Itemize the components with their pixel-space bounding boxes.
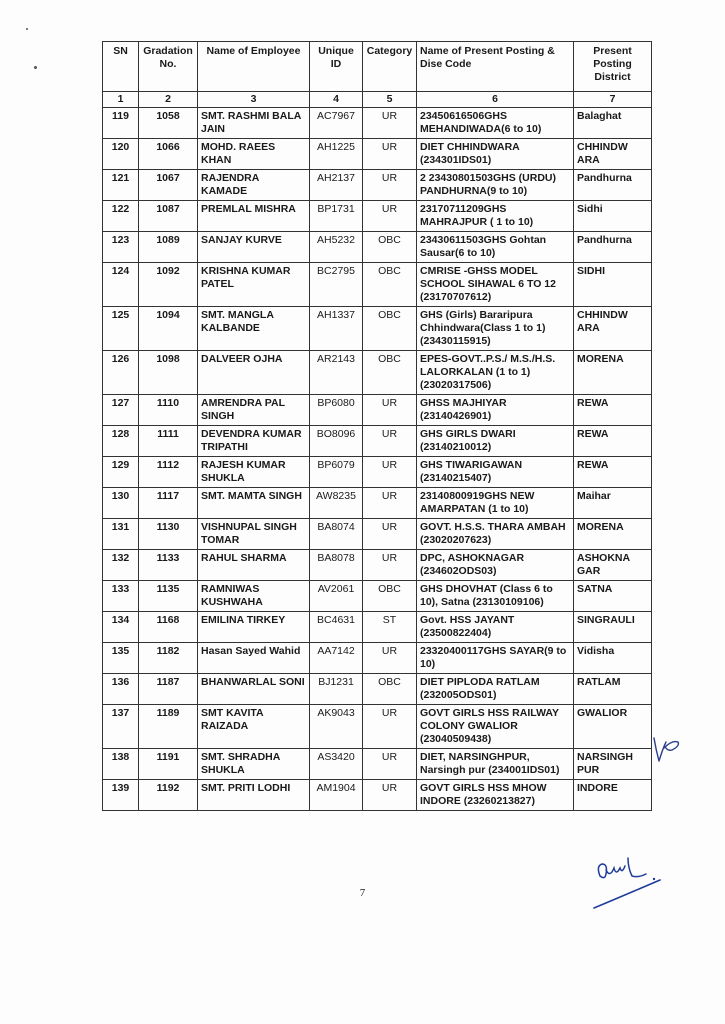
cell-unique-id: BA8074	[310, 519, 363, 550]
cell-category: UR	[363, 780, 417, 811]
cell-gradation: 1112	[139, 457, 198, 488]
cell-employee-name: MOHD. RAEES KHAN	[198, 139, 310, 170]
cell-district: ASHOKNA GAR	[574, 550, 652, 581]
header-unique-id: Unique ID	[310, 42, 363, 92]
cell-unique-id: AM1904	[310, 780, 363, 811]
cell-category: UR	[363, 395, 417, 426]
cell-sn: 122	[103, 201, 139, 232]
cell-sn: 130	[103, 488, 139, 519]
table-row	[103, 550, 652, 581]
cell-sn: 135	[103, 643, 139, 674]
header-district: Present Posting District	[574, 42, 652, 92]
table-row	[103, 307, 652, 351]
cell-unique-id: BP1731	[310, 201, 363, 232]
header-name: Name of Employee	[198, 42, 310, 92]
cell-category: UR	[363, 705, 417, 749]
cell-gradation: 1191	[139, 749, 198, 780]
cell-category: UR	[363, 457, 417, 488]
cell-district: MORENA	[574, 519, 652, 550]
table-row	[103, 488, 652, 519]
cell-sn: 124	[103, 263, 139, 307]
cell-employee-name: PREMLAL MISHRA	[198, 201, 310, 232]
cell-category: OBC	[363, 351, 417, 395]
table-row	[103, 351, 652, 395]
cell-category: UR	[363, 201, 417, 232]
cell-district: Sidhi	[574, 201, 652, 232]
cell-gradation: 1187	[139, 674, 198, 705]
table-row	[103, 612, 652, 643]
page-number: 7	[359, 887, 366, 899]
cell-posting: GHS DHOVHAT (Class 6 to 10), Satna (23130109106)	[417, 581, 574, 612]
cell-sn: 132	[103, 550, 139, 581]
cell-sn: 119	[103, 108, 139, 139]
cell-unique-id: AH2137	[310, 170, 363, 201]
cell-employee-name: RAJENDRA KAMADE	[198, 170, 310, 201]
table-row	[103, 643, 652, 674]
scan-speck	[26, 28, 28, 30]
cell-employee-name: KRISHNA KUMAR PATEL	[198, 263, 310, 307]
cell-category: UR	[363, 139, 417, 170]
table-row	[103, 170, 652, 201]
cell-category: UR	[363, 519, 417, 550]
cell-gradation: 1058	[139, 108, 198, 139]
table-body	[103, 108, 652, 811]
cell-category: ST	[363, 612, 417, 643]
cell-posting: GHS (Girls) Bararipura Chhindwara(Class 1 to 1) (23430115915)	[417, 307, 574, 351]
table-row	[103, 263, 652, 307]
cell-gradation: 1111	[139, 426, 198, 457]
cell-unique-id: AH5232	[310, 232, 363, 263]
cell-district: REWA	[574, 426, 652, 457]
cell-employee-name: SMT KAVITA RAIZADA	[198, 705, 310, 749]
cell-posting: GOVT. H.S.S. THARA AMBAH (23020207623)	[417, 519, 574, 550]
cell-sn: 121	[103, 170, 139, 201]
table-row	[103, 749, 652, 780]
cell-district: NARSINGH PUR	[574, 749, 652, 780]
cell-district: Maihar	[574, 488, 652, 519]
cell-district: CHHINDW ARA	[574, 307, 652, 351]
scan-speck	[34, 66, 37, 69]
table-header-row	[103, 42, 652, 92]
cell-category: UR	[363, 643, 417, 674]
cell-sn: 125	[103, 307, 139, 351]
table-row	[103, 139, 652, 170]
cell-category: OBC	[363, 581, 417, 612]
cell-sn: 133	[103, 581, 139, 612]
cell-posting: CMRISE -GHSS MODEL SCHOOL SIHAWAL 6 TO 12 (23170707612)	[417, 263, 574, 307]
cell-employee-name: RAMNIWAS KUSHWAHA	[198, 581, 310, 612]
cell-posting: DIET, NARSINGHPUR, Narsingh pur (234001IDS01)	[417, 749, 574, 780]
cell-district: Pandhurna	[574, 232, 652, 263]
cell-employee-name: SMT. SHRADHA SHUKLA	[198, 749, 310, 780]
cell-district: INDORE	[574, 780, 652, 811]
cell-sn: 134	[103, 612, 139, 643]
cell-gradation: 1189	[139, 705, 198, 749]
table-row	[103, 201, 652, 232]
header-posting: Name of Present Posting & Dise Code	[417, 42, 574, 92]
cell-posting: 23170711209GHS MAHRAJPUR ( 1 to 10)	[417, 201, 574, 232]
cell-gradation: 1182	[139, 643, 198, 674]
cell-gradation: 1087	[139, 201, 198, 232]
cell-employee-name: RAJESH KUMAR SHUKLA	[198, 457, 310, 488]
cell-unique-id: AW8235	[310, 488, 363, 519]
cell-unique-id: AH1337	[310, 307, 363, 351]
cell-category: OBC	[363, 307, 417, 351]
cell-sn: 131	[103, 519, 139, 550]
cell-posting: GHS GIRLS DWARI (23140210012)	[417, 426, 574, 457]
cell-gradation: 1066	[139, 139, 198, 170]
cell-unique-id: AA7142	[310, 643, 363, 674]
cell-district: REWA	[574, 395, 652, 426]
table-row	[103, 581, 652, 612]
cell-category: OBC	[363, 263, 417, 307]
cell-gradation: 1130	[139, 519, 198, 550]
cell-posting: 2 23430801503GHS (URDU) PANDHURNA(9 to 10)	[417, 170, 574, 201]
cell-employee-name: SANJAY KURVE	[198, 232, 310, 263]
cell-employee-name: BHANWARLAL SONI	[198, 674, 310, 705]
cell-employee-name: Hasan Sayed Wahid	[198, 643, 310, 674]
cell-unique-id: BA8078	[310, 550, 363, 581]
cell-employee-name: SMT. RASHMI BALA JAIN	[198, 108, 310, 139]
handwritten-initials-signature	[650, 734, 686, 764]
cell-district: CHHINDW ARA	[574, 139, 652, 170]
cell-category: UR	[363, 550, 417, 581]
cell-unique-id: BC2795	[310, 263, 363, 307]
cell-posting: Govt. HSS JAYANT (23500822404)	[417, 612, 574, 643]
cell-category: OBC	[363, 674, 417, 705]
cell-district: RATLAM	[574, 674, 652, 705]
cell-gradation: 1192	[139, 780, 198, 811]
cell-category: OBC	[363, 232, 417, 263]
cell-category: UR	[363, 170, 417, 201]
table-row	[103, 519, 652, 550]
cell-category: UR	[363, 108, 417, 139]
cell-district: SINGRAULI	[574, 612, 652, 643]
posting-table	[102, 41, 652, 811]
header-sn: SN	[103, 42, 139, 92]
cell-sn: 126	[103, 351, 139, 395]
cell-unique-id: AV2061	[310, 581, 363, 612]
cell-unique-id: AK9043	[310, 705, 363, 749]
cell-posting: 23140800919GHS NEW AMARPATAN (1 to 10)	[417, 488, 574, 519]
cell-sn: 129	[103, 457, 139, 488]
table-row	[103, 674, 652, 705]
column-number: 7	[574, 92, 652, 108]
cell-unique-id: BP6079	[310, 457, 363, 488]
cell-gradation: 1089	[139, 232, 198, 263]
cell-district: Vidisha	[574, 643, 652, 674]
cell-unique-id: AS3420	[310, 749, 363, 780]
cell-district: SATNA	[574, 581, 652, 612]
cell-posting: GHS TIWARIGAWAN (23140215407)	[417, 457, 574, 488]
cell-unique-id: BP6080	[310, 395, 363, 426]
cell-gradation: 1117	[139, 488, 198, 519]
cell-posting: 23320400117GHS SAYAR(9 to 10)	[417, 643, 574, 674]
cell-posting: DIET CHHINDWARA (234301IDS01)	[417, 139, 574, 170]
cell-sn: 127	[103, 395, 139, 426]
table-row	[103, 232, 652, 263]
table-row	[103, 780, 652, 811]
header-gradation: Gradation No.	[139, 42, 198, 92]
column-number: 1	[103, 92, 139, 108]
cell-unique-id: BO8096	[310, 426, 363, 457]
cell-district: MORENA	[574, 351, 652, 395]
cell-category: UR	[363, 749, 417, 780]
cell-gradation: 1092	[139, 263, 198, 307]
cell-employee-name: EMILINA TIRKEY	[198, 612, 310, 643]
column-number-row	[103, 92, 652, 108]
table-row	[103, 108, 652, 139]
cell-sn: 137	[103, 705, 139, 749]
cell-district: Pandhurna	[574, 170, 652, 201]
cell-unique-id: BJ1231	[310, 674, 363, 705]
cell-sn: 120	[103, 139, 139, 170]
column-number: 3	[198, 92, 310, 108]
column-number: 6	[417, 92, 574, 108]
cell-employee-name: SMT. PRITI LODHI	[198, 780, 310, 811]
cell-sn: 138	[103, 749, 139, 780]
cell-employee-name: SMT. MANGLA KALBANDE	[198, 307, 310, 351]
table-row	[103, 395, 652, 426]
cell-employee-name: DEVENDRA KUMAR TRIPATHI	[198, 426, 310, 457]
cell-posting: DIET PIPLODA RATLAM (232005ODS01)	[417, 674, 574, 705]
cell-district: REWA	[574, 457, 652, 488]
column-number: 4	[310, 92, 363, 108]
cell-unique-id: BC4631	[310, 612, 363, 643]
cell-sn: 139	[103, 780, 139, 811]
cell-unique-id: AH1225	[310, 139, 363, 170]
cell-employee-name: DALVEER OJHA	[198, 351, 310, 395]
cell-posting: DPC, ASHOKNAGAR (234602ODS03)	[417, 550, 574, 581]
cell-gradation: 1067	[139, 170, 198, 201]
cell-category: UR	[363, 488, 417, 519]
column-number: 5	[363, 92, 417, 108]
cell-posting: GOVT GIRLS HSS MHOW INDORE (23260213827)	[417, 780, 574, 811]
column-number: 2	[139, 92, 198, 108]
cell-gradation: 1094	[139, 307, 198, 351]
cell-gradation: 1098	[139, 351, 198, 395]
handwritten-signature	[588, 852, 668, 914]
cell-employee-name: RAHUL SHARMA	[198, 550, 310, 581]
cell-category: UR	[363, 426, 417, 457]
table-row	[103, 705, 652, 749]
cell-posting: GOVT GIRLS HSS RAILWAY COLONY GWALIOR (23040509438)	[417, 705, 574, 749]
cell-district: SIDHI	[574, 263, 652, 307]
cell-employee-name: AMRENDRA PAL SINGH	[198, 395, 310, 426]
cell-sn: 123	[103, 232, 139, 263]
cell-sn: 136	[103, 674, 139, 705]
cell-gradation: 1135	[139, 581, 198, 612]
cell-employee-name: VISHNUPAL SINGH TOMAR	[198, 519, 310, 550]
cell-district: GWALIOR	[574, 705, 652, 749]
table-row	[103, 457, 652, 488]
cell-unique-id: AC7967	[310, 108, 363, 139]
cell-gradation: 1110	[139, 395, 198, 426]
cell-employee-name: SMT. MAMTA SINGH	[198, 488, 310, 519]
cell-posting: 23450616506GHS MEHANDIWADA(6 to 10)	[417, 108, 574, 139]
cell-sn: 128	[103, 426, 139, 457]
cell-posting: EPES-GOVT..P.S./ M.S./H.S. LALORKALAN (1 to 1) (23020317506)	[417, 351, 574, 395]
header-category: Category	[363, 42, 417, 92]
cell-posting: 23430611503GHS Gohtan Sausar(6 to 10)	[417, 232, 574, 263]
cell-district: Balaghat	[574, 108, 652, 139]
cell-posting: GHSS MAJHIYAR (23140426901)	[417, 395, 574, 426]
cell-unique-id: AR2143	[310, 351, 363, 395]
table-row	[103, 426, 652, 457]
cell-gradation: 1168	[139, 612, 198, 643]
cell-gradation: 1133	[139, 550, 198, 581]
